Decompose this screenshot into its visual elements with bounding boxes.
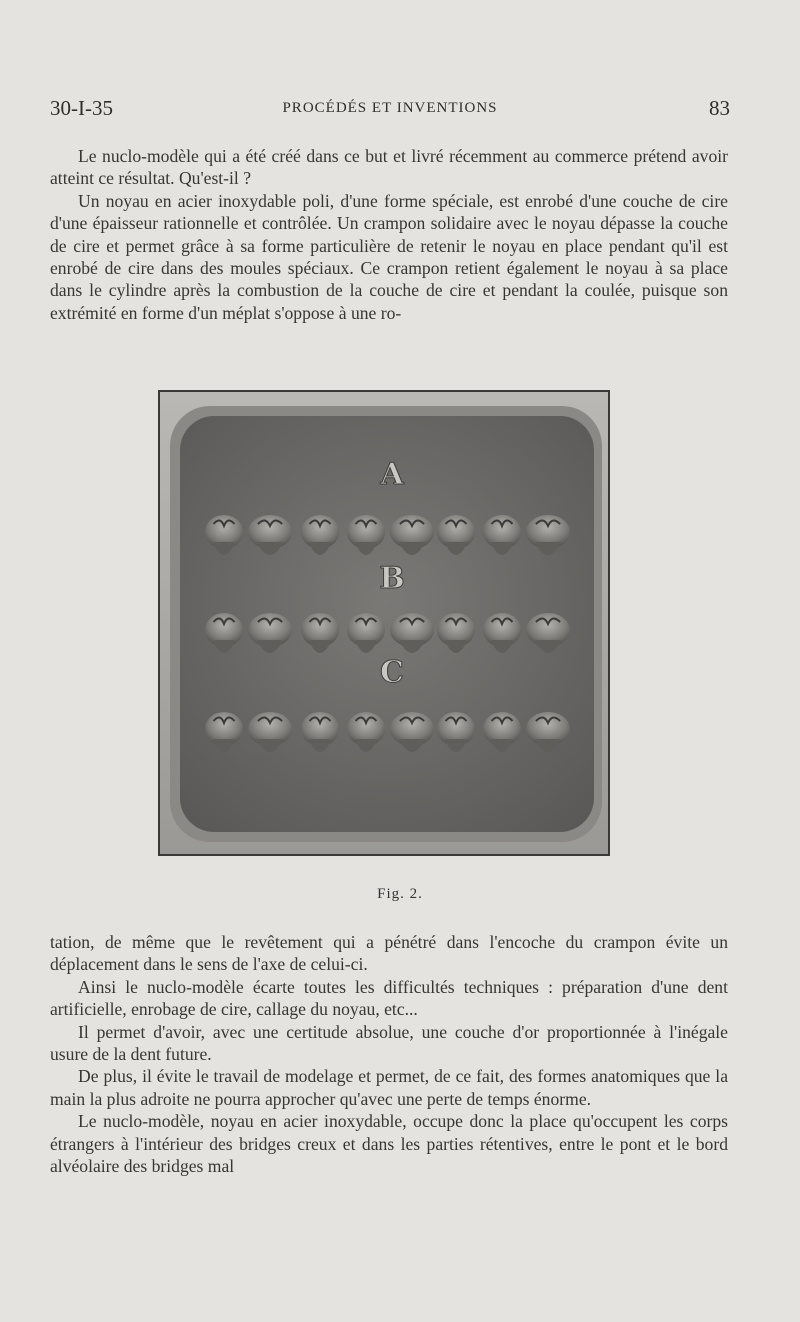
row-label: A <box>380 457 404 492</box>
row-labels <box>379 457 404 690</box>
row-label: C <box>380 655 404 690</box>
header-date: 30-I-35 <box>50 96 113 120</box>
paragraph: Il permet d'avoir, avec une certitude absolue, une couche d'or proportionnée à l'inégale usure de la dent future. <box>50 1021 728 1065</box>
paragraph: tation, de même que le revêtement qui a pénétré dans l'encoche du crampon évite un déplacement dans le sens de l'axe de celui-ci. <box>50 932 728 975</box>
paragraph: Un noyau en acier inoxydable poli, d'une forme spéciale, est enrobé d'une couche de cire d'une épaisseur rationnelle et contrôlée. Un crampon solidaire avec le noyau dépasse la couche de cire et permet grâce à sa forme particulière de retenir le noyau en place pendant qu'il est enrobé de cire dans des moules spéciaux. Ce crampon retient également le noyau à sa place dans le cylindre après la combustion de la couche de cire et pendant la coulée, puisque son extrémité en forme d'un méplat s'oppose à une ro- <box>50 190 728 323</box>
row-label: B <box>379 561 405 596</box>
page-number: 83 <box>709 96 730 120</box>
paragraph: Ainsi le nuclo-modèle écarte toutes les difficultés techniques : préparation d'une dent artificielle, enrobage de cire, callage du noyau, etc... <box>50 976 728 1020</box>
tooth-tray-photo <box>160 392 608 854</box>
paragraph: Le nuclo-modèle qui a été créé dans ce but et livré récemment au commerce prétend avoir atteint ce résultat. Qu'est-il ? <box>50 146 728 189</box>
figure-caption: Fig. 2. <box>377 886 423 902</box>
text-block-top <box>50 145 728 324</box>
paragraph: De plus, il évite le travail de modelage et permet, de ce fait, des formes anatomiques que la main la plus adroite ne pourra approcher qu'avec une perte de temps énorme. <box>50 1066 728 1109</box>
text-block-bottom <box>50 931 728 1177</box>
header-title: PROCÉDÉS ET INVENTIONS <box>282 100 498 116</box>
running-header <box>50 96 730 122</box>
figure-photo-tray <box>158 390 610 856</box>
paragraph: Le nuclo-modèle, noyau en acier inoxydable, occupe donc la place qu'occupent les corps étrangers à l'intérieur des bridges creux et dans les parties rétentives, entre le pont et le bord alvéolaire des bridges mal <box>50 1111 728 1177</box>
